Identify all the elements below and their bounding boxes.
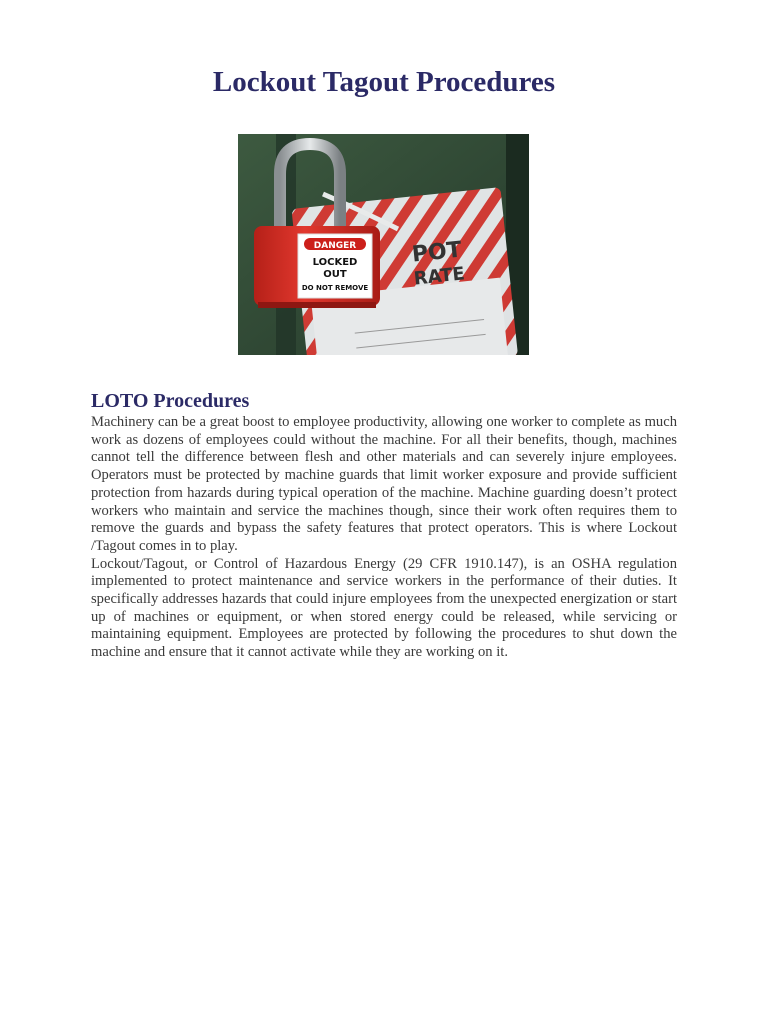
section-heading: LOTO Procedures — [91, 390, 250, 412]
padlock-tag-photo — [238, 134, 529, 355]
do-not-remove-label: DO NOT REMOVE — [301, 284, 369, 292]
svg-text:POT: POT — [410, 237, 463, 268]
out-label: OUT — [323, 269, 347, 280]
paragraph-regulation: Lockout/Tagout, or Control of Hazardous Energy (29 CFR 1910.147), is an OSHA regulation implemented to protect maintenance and service workers in the performance of their duties. It specifically addresses hazards that could injure employees from the unexpected energization or start up of machines or equipment, or when stored energy could be released, while servicing or maintaining equipment. Employees are protected by following the procedures to shut down the machine and ensure that it cannot activate while they are working on it. — [91, 555, 677, 661]
section-body — [91, 414, 677, 662]
locked-label: LOCKED — [312, 257, 358, 268]
document-title: Lockout Tagout Procedures — [212, 66, 556, 98]
danger-label: DANGER — [313, 241, 357, 251]
paragraph-intro: Machinery can be a great boost to employee productivity, allowing one worker to complete as much work as dozens of employees could without the machine. For all their benefits, though, machines cannot tell the difference between flesh and other materials and can severely injure employees. Operators must be protected by machine guards that limit worker exposure and provide sufficient protection from hazards during typical operation of the machine. Machine guarding doesn’t protect workers who maintain and service the machines though, since their work often requires them to remove the guards and bypass the safety features that protect operators. This is where Lockout /Tagout comes in to play. — [91, 414, 677, 554]
svg-text:RATE: RATE — [412, 263, 466, 290]
